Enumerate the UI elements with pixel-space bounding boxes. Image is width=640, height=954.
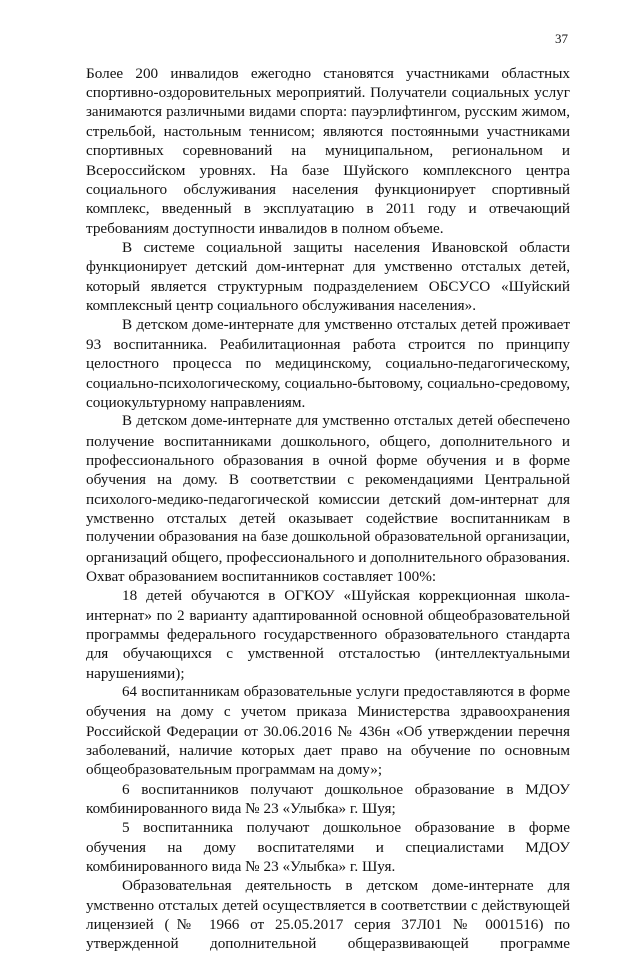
text-line: обучения на дому воспитателями и специалистами МДОУ [86,838,570,856]
text-line: спортивно-оздоровительных мероприятий. Получатели социальных услуг [86,84,570,102]
text-line: комплекс, введенный в эксплуатацию в 2011 году и отвечающий [86,200,570,218]
text-line: целостного процесса по медицинскому, социально-педагогическому, [86,355,570,373]
text-line: умственно отсталых детей оказывает содействие воспитанникам в [86,509,570,527]
text-line: заболеваний, наличие которых дает право на обучение по основным [86,742,570,760]
text-line: Более 200 инвалидов ежегодно становятся участниками областных [86,65,570,82]
text-line: Образовательная деятельность в детском доме-интернате для [122,877,570,895]
text-line: 64 воспитанникам образовательные услуги предоставляются в форме [122,684,570,700]
text-line: умственно отсталых детей осуществляется в соответствии с действующей [86,896,570,914]
text-line: обучения на дому с учетом приказа Министерства здравоохранения [86,703,570,721]
text-line: утвержденной дополнительной общеразвивающей программе [86,935,570,953]
text-line: 18 детей обучаются в ОГКОУ «Шуйская коррекционная школа- [122,587,570,605]
text-line: социального обслуживания населения функционирует спортивный [86,181,570,199]
text-line: социально-психологическому, социально-бытовому, социально-средовому, [86,374,570,392]
text-line: требованиям доступности инвалидов в полном объеме. [86,219,444,237]
text-line: В системе социальной защиты населения Ивановской области [122,239,570,257]
text-line: организаций общего, профессионального и дополнительного образования. [86,548,570,566]
text-line: лицензией (№ 1966 от 25.05.2017 серия 37Л01 № 0001516) по [86,916,570,934]
text-line: который является структурным подразделением ОБСУСО «Шуйский [86,277,570,295]
text-line: комплексный центр социального обслуживания населения». [86,297,477,315]
text-line: стрельбой, настольным теннисом; являются постоянными участниками [86,123,570,141]
page-number: 37 [555,31,568,46]
text-line: комбинированного вида № 23 «Улыбка» г. Шуя. [86,858,396,876]
text-line: профессионального образования в очной форме обучения и в форме [86,451,570,469]
text-line: 5 воспитанника получают дошкольное образование в форме [122,819,570,837]
text-line: получении образования на базе дошкольной образовательной организации, [86,529,570,546]
text-line: функционирует детский дом-интернат для умственно отсталых детей, [86,258,570,276]
text-line: Российской Федерации от 30.06.2016 № 436н «Об утверждении перечня [86,722,570,740]
text-line: обучения на дому. В соответствии с рекомендациями Центральной [86,471,570,489]
text-line: В детском доме-интернате для умственно отсталых детей обеспечено [122,413,570,430]
text-line: занимаются различными видами спорта: пауэрлифтингом, русским жимом, [86,103,570,120]
text-line: интернат» по 2 варианту адаптированной основной общеобразовательной [86,606,570,624]
text-line: спортивных соревнований на муниципальном, региональном и [86,142,570,160]
text-line: социокультурному направлениям. [86,393,306,411]
text-line: Охват образованием воспитанников составляет 100%: [86,567,437,585]
document-body [86,64,570,954]
text-line: 6 воспитанников получают дошкольное образование в МДОУ [122,780,570,798]
text-line: общеобразовательным программам на дому»; [86,761,383,779]
text-line: комбинированного вида № 23 «Улыбка» г. Шуя; [86,800,396,818]
text-line: программы федерального государственного образовательного стандарта [86,625,570,643]
text-line: получение воспитанниками дошкольного, общего, дополнительного и [86,432,570,450]
text-line: 93 воспитанника. Реабилитационная работа строится по принципу [86,335,570,353]
text-line: В детском доме-интернате для умственно отсталых детей проживает [122,316,570,334]
text-line: для обучающихся с умственной отсталостью (интеллектуальными [86,645,570,663]
text-line: нарушениями); [86,664,185,682]
text-line: психолого-медико-педагогической комиссии детский дом-интернат для [86,490,570,508]
text-line: Всероссийском уровнях. На базе Шуйского комплексного центра [86,161,570,179]
